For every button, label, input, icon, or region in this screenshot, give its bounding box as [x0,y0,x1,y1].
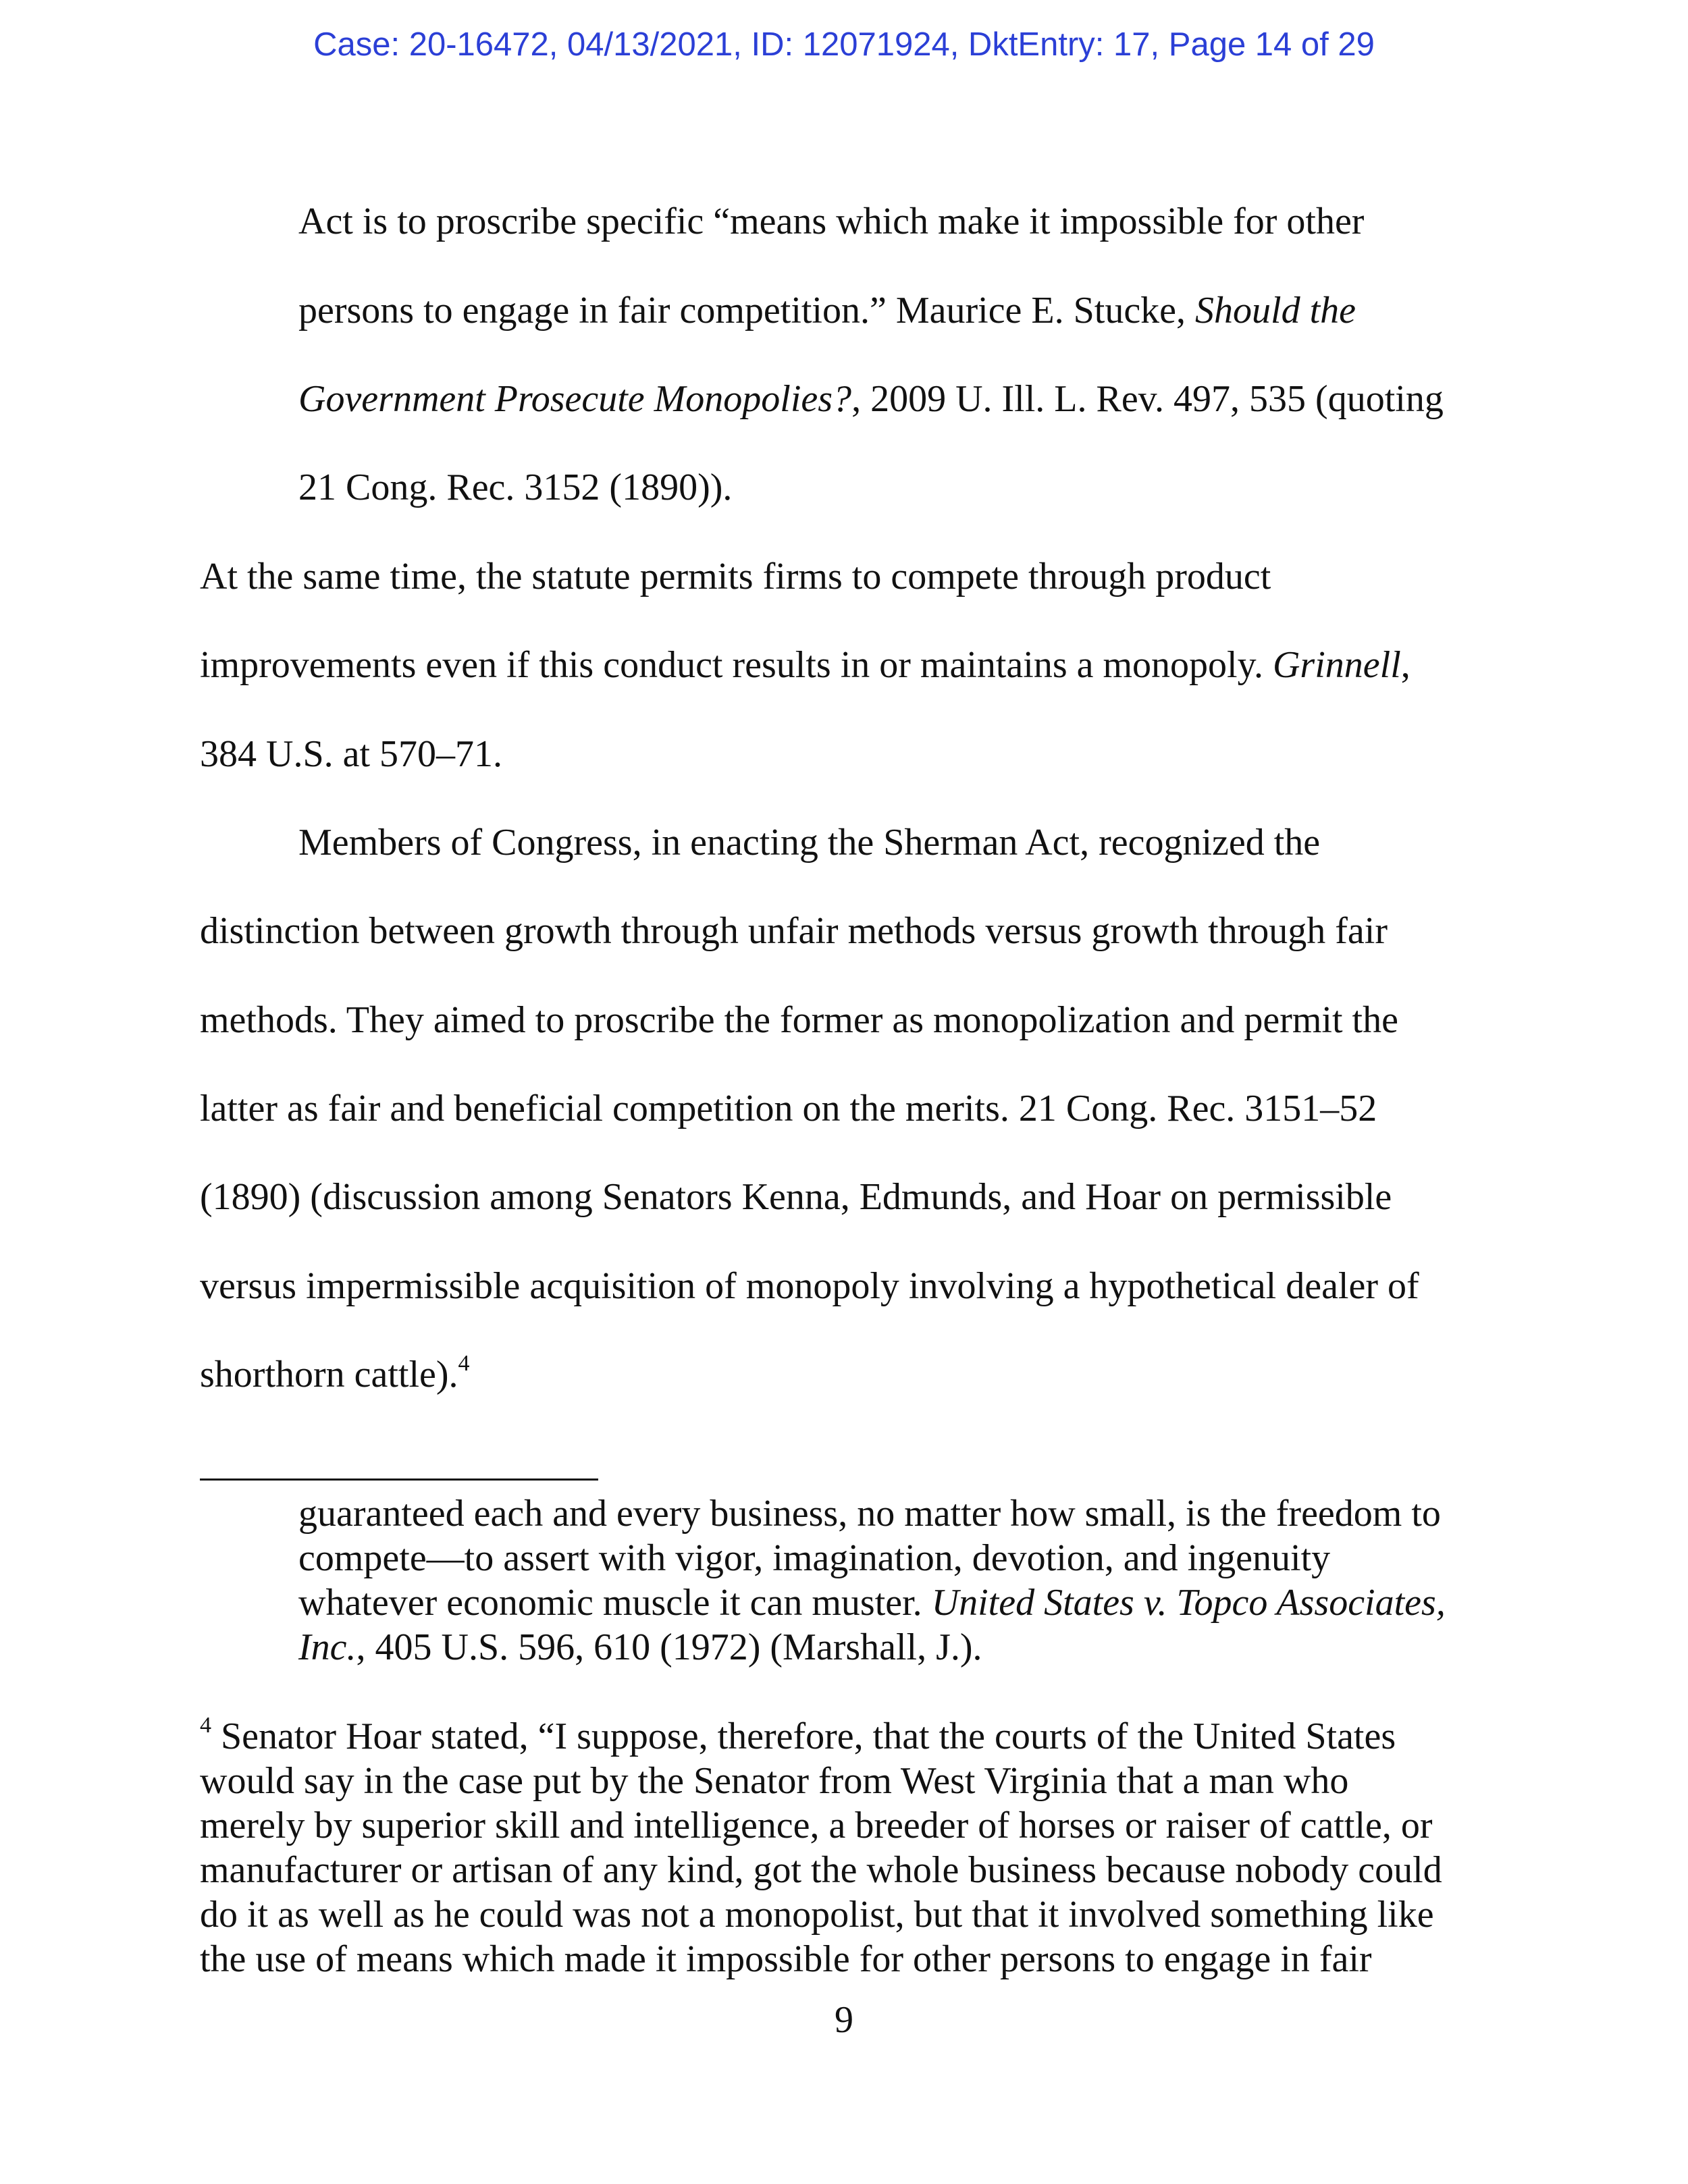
case-name: Grinnell [1272,644,1401,686]
quote-line: 21 Cong. Rec. 3152 (1890)). [298,467,733,508]
paragraph-line: methods. They aimed to proscribe the former as monopolization and permit the [200,999,1398,1041]
paragraph-line: Members of Congress, in enacting the Sherman Act, recognized the [298,822,1321,863]
case-name: United States v. Topco Associates, [931,1582,1446,1624]
case-name: Inc. [298,1626,357,1668]
quote-line: persons to engage in fair competition.” Maurice E. Stucke, Should the [298,290,1356,331]
case-header: Case: 20-16472, 04/13/2021, ID: 12071924, DktEntry: 17, Page 14 of 29 [313,26,1375,63]
footnote-line: merely by superior skill and intelligence, a breeder of horses or raiser of cattle, or [200,1805,1433,1846]
footnote-line: guaranteed each and every business, no matter how small, is the freedom to [298,1493,1441,1535]
footnote-reference[interactable]: 4 [458,1351,470,1376]
footnote-line: $^4$ Senator Hoar stated, “I suppose, therefore, that the courts of the United States [200,1713,1396,1757]
footnote-line: Inc., 405 U.S. 596, 610 (1972) (Marshall, J.). [298,1626,982,1668]
paragraph-line: 384 U.S. at 570–71. [200,733,502,775]
paragraph-line: latter as fair and beneficial competition on the merits. 21 Cong. Rec. 3151–52 [200,1088,1377,1129]
paragraph-line: versus impermissible acquisition of monopoly involving a hypothetical dealer of [200,1265,1419,1307]
page-number: 9 [835,1999,853,2041]
footnote-line: whatever economic muscle it can muster. United States v. Topco Associates, [298,1582,1446,1624]
footnote-line: would say in the case put by the Senator from West Virginia that a man who [200,1760,1349,1802]
footnote-line: manufacturer or artisan of any kind, got the whole business because nobody could [200,1849,1442,1891]
paragraph-line: shorthorn cattle).$^4$ [200,1351,470,1395]
paragraph-line: (1890) (discussion among Senators Kenna, Edmunds, and Hoar on permissible [200,1176,1392,1218]
footnote-marker: 4 [200,1713,211,1738]
footnote-line: the use of means which made it impossible for other persons to engage in fair [200,1938,1372,1980]
footnote-line: compete—to assert with vigor, imagination, devotion, and ingenuity [298,1537,1331,1579]
paragraph-line: At the same time, the statute permits firms to compete through product [200,556,1271,597]
quote-line: Government Prosecute Monopolies?, 2009 U. Ill. L. Rev. 497, 535 (quoting [298,378,1444,420]
footnote-line: do it as well as he could was not a monopolist, but that it involved something like [200,1894,1434,1936]
quote-line: Act is to proscribe specific “means which make it impossible for other [298,201,1365,242]
article-title: Should the [1195,290,1356,331]
paragraph-line: distinction between growth through unfair methods versus growth through fair [200,910,1388,952]
footnote-separator [200,1479,598,1481]
article-title: Government Prosecute Monopolies? [298,378,852,420]
paragraph-line: improvements even if this conduct results in or maintains a monopoly. Grinnell, [200,644,1410,686]
